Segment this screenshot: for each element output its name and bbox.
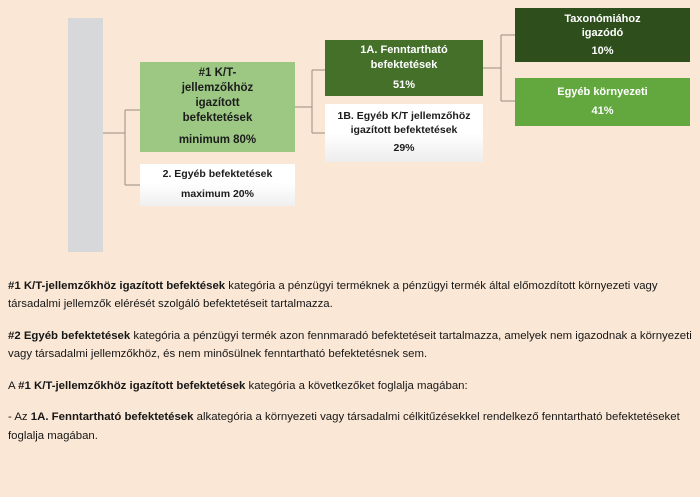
box-taxonomy-line-2: igazódó bbox=[581, 27, 624, 40]
box-aligned-line-1: #1 K/T- bbox=[198, 66, 237, 79]
box-sustainable-line-1: 1A. Fenntartható bbox=[360, 44, 448, 57]
paragraph-2-bold: #2 Egyéb befektetések bbox=[8, 329, 131, 342]
box-taxonomy-aligned bbox=[515, 8, 690, 62]
box-other-value: maximum 20% bbox=[181, 188, 254, 200]
box-aligned-line-4: befektetések bbox=[182, 112, 253, 125]
paragraph-3 bbox=[8, 377, 694, 395]
box-taxonomy-line-1: Taxonómiához bbox=[564, 12, 641, 25]
box-other-esg-line-1: 1B. Egyéb K/T jellemzőhöz bbox=[337, 109, 471, 122]
box-aligned-value: minimum 80% bbox=[178, 134, 257, 147]
box-sustainable-line-2: befektetések bbox=[370, 58, 438, 71]
box-other-line-1: 2. Egyéb befektetések bbox=[162, 168, 273, 181]
box-aligned-line-2: jellemzőkhöz bbox=[181, 81, 254, 94]
box-other-environmental-line-1: Egyéb környezeti bbox=[557, 86, 648, 99]
box-other-environmental bbox=[515, 78, 690, 126]
paragraph-3-rest: kategória a következőket foglalja magában: bbox=[245, 379, 468, 392]
box-other-investments bbox=[140, 164, 295, 206]
root-bar-label bbox=[68, 0, 103, 53]
paragraph-3-bold: #1 K/T-jellemzőkhöz igazított befektetések bbox=[18, 379, 246, 392]
box-other-environmental-value: 41% bbox=[591, 105, 614, 117]
box-sustainable-investments bbox=[325, 40, 483, 96]
box-other-esg-line-2: igazított befektetések bbox=[350, 123, 458, 136]
paragraph-4-bold: 1A. Fenntartható befektetések bbox=[30, 411, 194, 424]
box-sustainable-value: 51% bbox=[392, 79, 416, 92]
box-taxonomy-value: 10% bbox=[591, 44, 614, 57]
paragraph-4-rest: alkategória a környezeti vagy társadalmi célkitűzésekkel rendelkező fenntartható befektetéseket foglalja magában. bbox=[8, 411, 680, 442]
box-aligned-line-3: igazított bbox=[195, 96, 240, 109]
paragraph-3-pre: A bbox=[8, 379, 19, 392]
box-other-esg-value: 29% bbox=[393, 142, 415, 155]
paragraph-1-bold: #1 K/T-jellemzőkhöz igazított befektések bbox=[8, 280, 226, 292]
paragraph-4-pre: - Az bbox=[8, 411, 31, 424]
box-other-esg-aligned bbox=[325, 104, 483, 162]
paragraph-1 bbox=[8, 277, 694, 314]
paragraph-2-rest: kategória a pénzügyi termék azon fennmaradó befektetéseit tartalmazza, amelyek nem igazodnak a környezeti vagy társadalmi jellemzőkhöz, és nem minősülnek fenntartható befektetésnek sem. bbox=[8, 329, 692, 361]
paragraph-4 bbox=[8, 408, 694, 445]
box-aligned-investments bbox=[140, 62, 295, 152]
root-bar-investments bbox=[68, 18, 103, 252]
paragraph-2 bbox=[8, 327, 694, 364]
paragraph-1-rest: kategória a pénzügyi terméknek a pénzügyi termék által előmozdított környezeti vagy társadalmi jellemzők elérését szolgáló befektetéseit tartalmazza. bbox=[8, 280, 658, 311]
explanatory-text bbox=[8, 277, 694, 445]
